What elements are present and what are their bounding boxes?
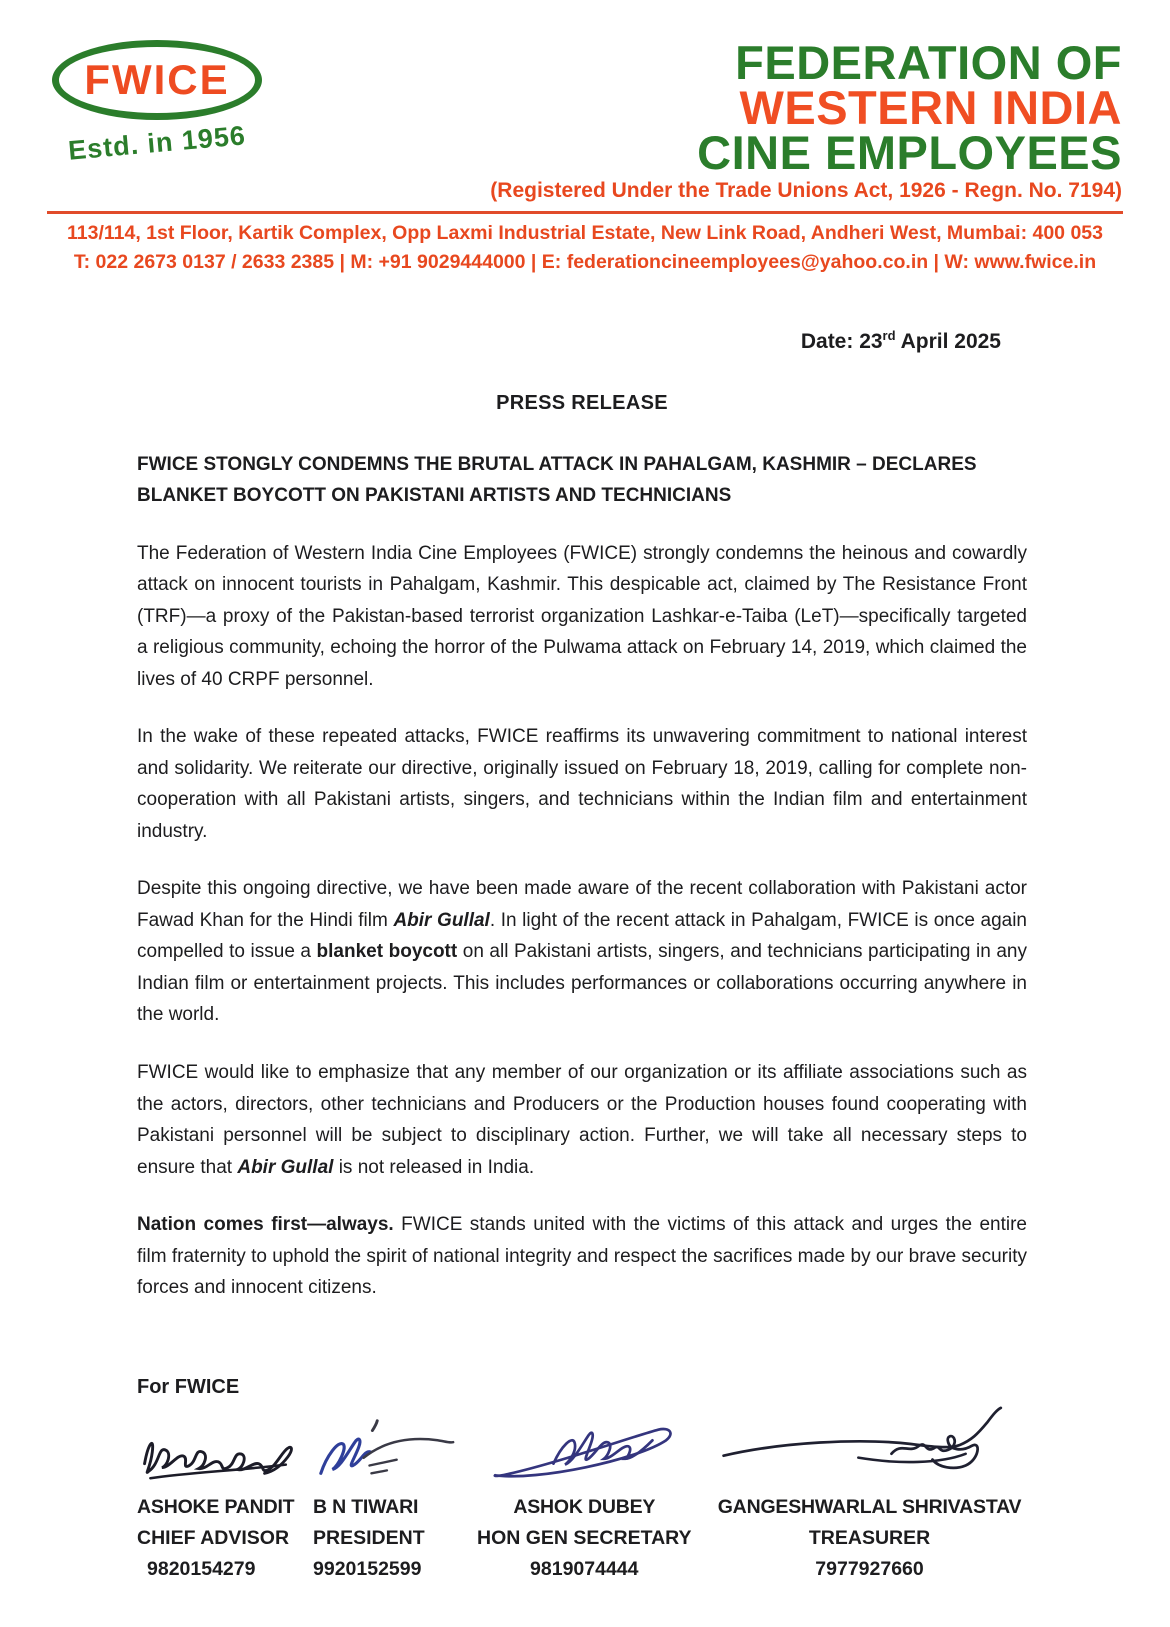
paragraph-4 [137, 1057, 1027, 1183]
paragraph-4-text: is not released in India. [333, 1156, 535, 1178]
address-line-2: T: 022 2673 0137 / 2633 2385 | M: +91 9029444000 | E: federationcineemployees@yahoo.co.in | W: www.fwice.in [73, 250, 1097, 273]
signatory-name: ASHOK DUBEY [513, 1495, 656, 1518]
paragraph-1 [137, 538, 1027, 696]
paragraph-2 [137, 721, 1027, 847]
signature-image [137, 1425, 305, 1490]
headline-line-2: BLANKET BOYCOTT ON PAKISTANI ARTISTS AND TECHNICIANS [137, 485, 732, 507]
signatory-phone: 7977927660 [815, 1557, 924, 1580]
paragraph-4-text: FWICE would like to emphasize that any member of our organization or its affiliate associations such as the actors, directors, other technicians and Producers or the Production houses found cooperating with Pakistani personnel will be subject to disciplinary action. Further, we will take all necessary steps to ensure that [137, 1061, 1027, 1178]
org-title [282, 36, 1122, 203]
date-ordinal: rd [882, 327, 896, 343]
org-title-line-2: WESTERN INDIA [739, 81, 1122, 135]
org-title-line-3: CINE EMPLOYEES [697, 126, 1122, 180]
logo-acronym: FWICE [84, 56, 230, 103]
paragraph-5-text: FWICE stands united with the victims of this attack and urges the entire film fraternity to uphold the spirit of national integrity and respect the sacrifices made by our brave security forces and innocent citizens. [137, 1214, 1027, 1299]
signature-image [313, 1413, 459, 1490]
signatory-treasurer [712, 1403, 1028, 1581]
signatory-president [313, 1413, 459, 1581]
signatory-title: HON GEN SECRETARY [477, 1526, 692, 1549]
signatory-name: B N TIWARI [313, 1495, 419, 1518]
letterhead [0, 0, 1170, 203]
address-block [0, 219, 1170, 276]
logo-estd-text: Estd. in 1956 [66, 120, 248, 166]
date-prefix: Date: 23 [800, 329, 883, 353]
film-title-emphasis: Abir Gullal [393, 909, 490, 931]
headline [137, 449, 1027, 512]
signatory-title: CHIEF ADVISOR [137, 1526, 290, 1549]
signatory-title: TREASURER [808, 1526, 931, 1549]
press-release-label: PRESS RELEASE [496, 391, 668, 414]
org-title-line-1: FEDERATION OF [735, 36, 1122, 89]
paragraph-3-text: . In light of the recent attack in Pahalgam, FWICE is once again compelled to issue a [137, 909, 1027, 963]
signature-image [479, 1419, 689, 1490]
blanket-boycott-emphasis: blanket boycott [316, 941, 458, 963]
fwice-logo [52, 40, 282, 166]
paragraph-3-text: Despite this ongoing directive, we have been made aware of the recent collaboration with Pakistani actor Fawad Khan for the Hindi film [137, 878, 1027, 931]
signatory-name: ASHOKE PANDIT [137, 1495, 295, 1518]
signatory-title: PRESIDENT [313, 1526, 425, 1549]
signatory-hon-gen-secretary [477, 1419, 692, 1581]
paragraph-1-text: The Federation of Western India Cine Employees (FWICE) strongly condemns the heinous and cowardly attack on innocent tourists in Pahalgam, Kashmir. This despicable act, claimed by The Resistance Front (TRF)—a proxy of the Pakistan-based terrorist organization Lashkar-e-Taiba (LeT)—specifically targeted a religious community, echoing the horror of the Pulwama attack on February 14, 2019, which claimed the lives of 40 CRPF personnel. [137, 542, 1027, 690]
date-line [137, 328, 1027, 354]
signatory-phone: 9920152599 [313, 1557, 422, 1580]
address-line-1: 113/114, 1st Floor, Kartik Complex, Opp Laxmi Industrial Estate, New Link Road, Andheri West, Mumbai: 400 053 [67, 222, 1103, 245]
signature-image [712, 1403, 1028, 1490]
registration-line: (Registered Under the Trade Unions Act, 1926 - Regn. No. 7194) [490, 179, 1122, 203]
paragraph-3 [137, 873, 1027, 1031]
date-suffix: April 2025 [895, 329, 1001, 353]
headline-line-1: FWICE STONGLY CONDEMNS THE BRUTAL ATTACK IN PAHALGAM, KASHMIR – DECLARES [137, 453, 977, 475]
signatory-name: GANGESHWARLAL SHRIVASTAV [717, 1495, 1022, 1518]
header-divider [47, 211, 1123, 214]
signatory-phone: 9819074444 [530, 1557, 639, 1580]
film-title-emphasis: Abir Gullal [237, 1156, 334, 1178]
paragraph-2-text: In the wake of these repeated attacks, FWICE reaffirms its unwavering commitment to national interest and solidarity. We reiterate our directive, originally issued on February 18, 2019, calling for complete non-cooperation with all Pakistani artists, singers, and technicians within the Indian film and entertainment industry. [137, 726, 1027, 842]
signatory-chief-advisor [137, 1425, 305, 1581]
logo-oval-icon [52, 40, 262, 120]
letter-body [137, 328, 1027, 1581]
signature-block [137, 1403, 1027, 1581]
signatory-phone: 9820154279 [147, 1557, 256, 1580]
paragraph-5 [137, 1209, 1027, 1304]
nation-first-emphasis: Nation comes first—always. [137, 1214, 394, 1236]
closing-line: For FWICE [137, 1375, 240, 1398]
paragraph-3-text: on all Pakistani artists, singers, and technicians participating in any Indian film or entertainment projects. This includes performances or collaborations occurring anywhere in the world. [137, 941, 1027, 1026]
